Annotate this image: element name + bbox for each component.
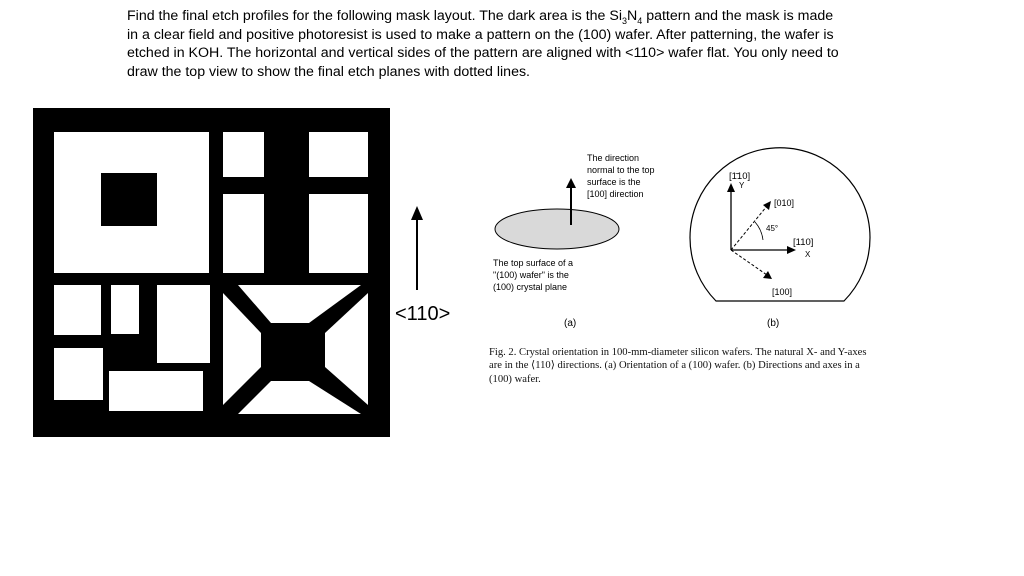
normal-arrow-icon <box>566 178 576 188</box>
angle-label: 45° <box>766 224 779 233</box>
x-axis-label: X <box>805 250 811 259</box>
subscript-3: 3 <box>621 15 627 26</box>
figure-caption: Fig. 2. Crystal orientation in 100-mm-diameter silicon wafers. The natural X- and Y-axes are in the ⟨110⟩ directions. (a) Orientation of a (100) wafer. (b) Directions and axes in a (100) wafer. <box>489 347 867 385</box>
surface-note-1: The top surface of a <box>493 258 574 268</box>
crystal-orientation-figure <box>480 140 880 340</box>
window-bl-2 <box>111 285 139 334</box>
wafer-circle <box>690 148 870 301</box>
window-tr-2 <box>309 132 368 177</box>
normal-note-2: normal to the top <box>587 165 655 175</box>
window-bl-4 <box>54 348 103 400</box>
surface-note-2: "(100) wafer" is the <box>493 270 569 280</box>
panel-a-label: (a) <box>564 318 577 329</box>
x-dir-label: [110] <box>793 237 814 248</box>
normal-note-1: The direction <box>587 153 640 163</box>
window-tr-4 <box>309 194 368 273</box>
window-bl-5 <box>109 371 203 411</box>
wafer-ellipse <box>495 209 619 249</box>
question-n: N <box>627 8 638 24</box>
normal-note-3: surface is the <box>587 177 641 187</box>
dir-100-label: [100] <box>772 287 793 297</box>
window-tr-3 <box>223 194 264 273</box>
surface-note-3: (100) crystal plane <box>493 282 568 292</box>
island-square-left <box>101 173 157 226</box>
dir-010-label: [010] <box>774 198 795 208</box>
question-text <box>127 7 847 81</box>
subscript-4: 4 <box>637 15 643 26</box>
window-tr-1 <box>223 132 264 177</box>
y-axis-label: Y <box>739 181 745 190</box>
normal-note-4: [100] direction <box>587 189 644 199</box>
mask-layout <box>33 108 390 437</box>
window-bl-3 <box>157 285 210 363</box>
panel-b-label: (b) <box>767 318 780 329</box>
y-dir-label: [1̄10] <box>729 171 751 182</box>
direction-arrow-icon <box>405 206 429 292</box>
direction-label: <110> <box>395 303 451 325</box>
question-part-1: Find the final etch profiles for the following mask layout. The dark area is the Si <box>127 8 622 24</box>
window-bl-1 <box>54 285 101 335</box>
question-part-2: pattern and the mask is made in a clear field and positive photoresist is used to make a pattern on the (100) wafer. After patterning, the wafer is etched in KOH. The horizontal and vertical sides of the pattern are aligned with <110> wafer flat. You only need to draw the top view to show the final etch planes with dotted lines. <box>127 8 839 80</box>
